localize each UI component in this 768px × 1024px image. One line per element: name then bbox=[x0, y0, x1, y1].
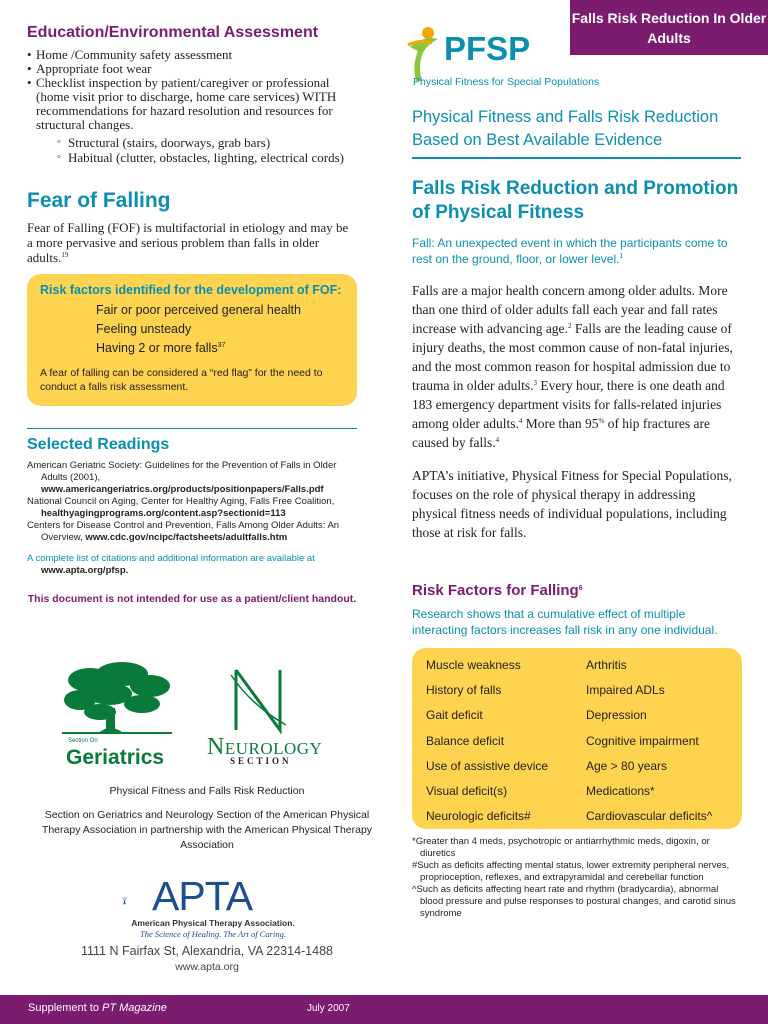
list-item: Fair or poor perceived general health bbox=[96, 303, 301, 317]
left-column bbox=[27, 24, 357, 605]
list-item: Feeling unsteady bbox=[96, 322, 192, 336]
risk-factors-table bbox=[412, 648, 742, 829]
neurology-section-label: SECTION bbox=[230, 756, 292, 766]
handout-disclaimer: This document is not intended for use as a patient/client handout. bbox=[27, 593, 357, 605]
credits bbox=[27, 784, 387, 853]
reference-item: National Council on Aging, Center for Healthy Aging, Falls Free Coalition, healthyagingprograms.org/content.asp?sectionid=113 bbox=[27, 496, 335, 519]
main-heading: Falls Risk Reduction and Promotion of Physical Fitness bbox=[412, 178, 739, 223]
red-flag-note: A fear of falling can be considered a “red flag” for the need to conduct a falls risk assessment. bbox=[40, 367, 323, 393]
table-row: Visual deficit(s) Medications* bbox=[426, 783, 655, 798]
reference-item: American Geriatric Society: Guidelines for the Prevention of Falls in Older Adults (2001), www.americangeriatrics.org/products/positionpapers/Falls.pdf bbox=[27, 460, 337, 495]
table-row: Neurologic deficits# Cardiovascular deficits^ bbox=[426, 809, 713, 824]
falls-concern-paragraph: Falls are a major health concern among older adults. More than one third of older adults fall each year and fall rates increase with advancing age.$^2$ Falls are the leading cause of injury deaths, the most common cause of non-fatal injuries, and the most common reason for hospital admission due to trauma in older adults.$^3$ Every hour, there is one death and 183 emergency department visits for falls-related injuries among older adults.$^4$ More than 95% of hip fractures are caused by falls.$^4$ bbox=[412, 283, 733, 450]
footnote: ^Such as deficits affecting heart rate and rhythm (bradycardia), abnormal blood pressure and pulse responses to postural changes, and carotid sinus syndrome bbox=[412, 884, 736, 919]
fear-of-falling-paragraph: Fear of Falling (FOF) is multifactorial in etiology and may be a more pervasive and serious problem than falls in older adults.$^{19}$ bbox=[27, 220, 349, 265]
risk-factor-footnotes bbox=[412, 836, 742, 920]
list-item: • Appropriate foot wear bbox=[27, 62, 357, 76]
right-column bbox=[412, 106, 742, 920]
neurology-name: NEUROLOGY bbox=[207, 734, 323, 760]
fear-of-falling-heading: Fear of Falling bbox=[27, 189, 171, 212]
section-logos bbox=[60, 660, 330, 772]
table-row: Balance deficit Cognitive impairment bbox=[426, 733, 699, 748]
list-item: • Home /Community safety assessment bbox=[27, 48, 357, 62]
credits-title: Physical Fitness and Falls Risk Reduction bbox=[109, 785, 305, 797]
apta-initiative-paragraph: APTA’s initiative, Physical Fitness for Special Populations, focuses on the role of physical therapy in addressing physical fitness needs of individual populations, including those at risk for falls. bbox=[412, 468, 732, 540]
list-item: Having 2 or more falls$^{37}$ bbox=[96, 341, 226, 355]
apta-tagline: The Science of Healing. The Art of Caring. bbox=[140, 929, 286, 939]
list-item: • Checklist inspection by patient/caregiver or professional (home visit prior to discharge, home care services) WITH recommendations for hazard resolution and resources for structural changes. bbox=[27, 76, 357, 132]
table-row: Gait deficit Depression bbox=[426, 708, 647, 723]
page-footer bbox=[0, 995, 768, 1024]
footer-date: July 2007 bbox=[307, 1003, 350, 1014]
apta-website[interactable]: www.apta.org bbox=[175, 961, 239, 973]
env-bullet-list bbox=[27, 48, 357, 132]
footer-supplement: Supplement to PT Magazine bbox=[28, 1002, 167, 1014]
list-item: ◦ Structural (stairs, doorways, grab bars) bbox=[57, 135, 357, 150]
fof-box-title: Risk factors identified for the development of FOF: bbox=[40, 283, 342, 297]
apta-address: 1111 N Fairfax St, Alexandria, VA 22314-1488 bbox=[80, 944, 333, 958]
list-item: ◦ Habitual (clutter, obstacles, lighting, electrical cords) bbox=[57, 150, 357, 165]
fall-definition: Fall: An unexpected event in which the participants come to rest on the ground, floor, or lower level.$^1$ bbox=[412, 236, 728, 266]
fof-risk-list bbox=[96, 301, 345, 358]
document-subtitle: Physical Fitness and Falls Risk Reduction Based on Best Available Evidence bbox=[412, 106, 741, 159]
reference-link[interactable]: healthyagingprograms.org/content.asp?sectionid=113 bbox=[41, 508, 286, 519]
fof-risk-factors-box bbox=[27, 274, 357, 406]
geriatrics-section-label: Section On bbox=[68, 738, 98, 744]
table-row: Muscle weakness Arthritis bbox=[426, 658, 627, 672]
risk-factors-heading: Risk Factors for Falling$^6$ bbox=[412, 582, 583, 599]
apta-full-name: American Physical Therapy Association. bbox=[131, 918, 295, 928]
env-sub-list bbox=[57, 135, 357, 165]
citations-link[interactable]: www.apta.org/pfsp. bbox=[41, 565, 129, 576]
apta-logo-text: APTA bbox=[152, 873, 253, 919]
pfsp-logo-text: PFSP bbox=[444, 30, 531, 67]
geriatrics-name: Geriatrics bbox=[66, 746, 165, 769]
topic-tag-box: Falls Risk Reduction In Older Adults bbox=[570, 0, 768, 55]
risk-factors-intro: Research shows that a cumulative effect of multiple interacting factors increases fall risk in any one individual. bbox=[412, 607, 718, 637]
pfsp-full-name: Physical Fitness for Special Populations bbox=[413, 76, 600, 88]
selected-readings-heading: Selected Readings bbox=[27, 436, 170, 453]
table-row: History of falls Impaired ADLs bbox=[426, 683, 665, 698]
reference-link[interactable]: www.cdc.gov/ncipc/factsheets/adultfalls.htm bbox=[85, 532, 288, 543]
citations-note: A complete list of citations and additional information are available at www.apta.org/pfsp. bbox=[27, 553, 315, 576]
selected-readings-section bbox=[27, 428, 357, 577]
env-assessment-heading: Education/Environmental Assessment bbox=[27, 24, 319, 41]
footnote: *Greater than 4 meds, psychotropic or antiarrhythmic meds, digoxin, or diuretics bbox=[412, 836, 710, 859]
table-row: Use of assistive device Age > 80 years bbox=[426, 758, 668, 773]
reference-link[interactable]: www.americangeriatrics.org/products/positionpapers/Falls.pdf bbox=[41, 484, 324, 495]
footnote: #Such as deficits affecting mental status, lower extremity peripheral nerves, proprioception, reflexes, and extrapyramidal and cerebellar function bbox=[412, 860, 730, 883]
reference-list bbox=[27, 460, 357, 577]
reference-item: Centers for Disease Control and Prevention, Falls Among Older Adults: An Overview, www.cdc.gov/ncipc/factsheets/adultfalls.htm bbox=[27, 520, 340, 543]
credits-body: Section on Geriatrics and Neurology Section of the American Physical Therapy Association in partnership with the American Physical Therapy Association bbox=[41, 809, 373, 851]
